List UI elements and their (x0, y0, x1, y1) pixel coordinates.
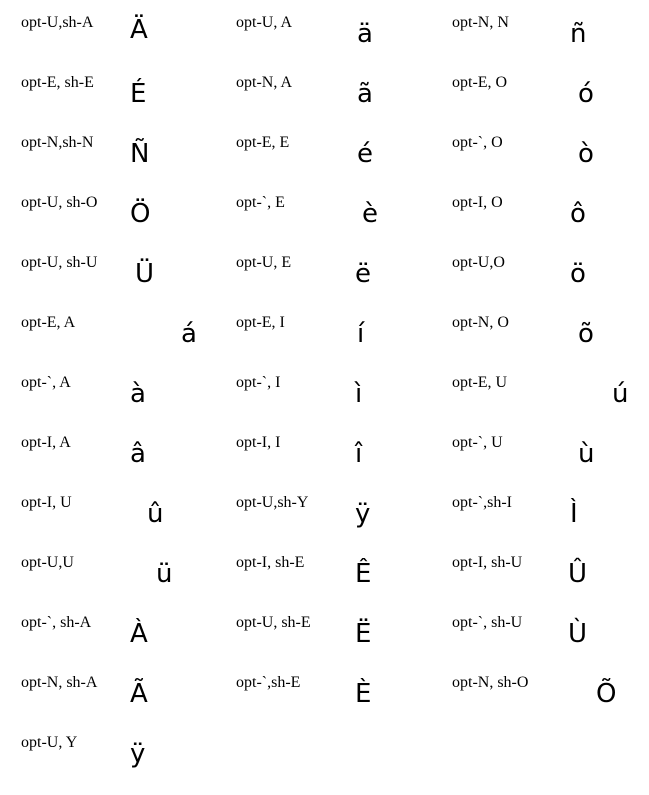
accented-character: à (130, 379, 146, 409)
accented-character: Ë (355, 619, 372, 649)
table-row (0, 15, 649, 75)
table-row (0, 315, 649, 375)
accented-character: Ê (355, 559, 372, 589)
accented-character: Ö (130, 199, 151, 229)
keystroke-label: opt-N, sh-O (452, 674, 529, 691)
keystroke-label: opt-I, A (21, 434, 71, 451)
keystroke-label: opt-U, Y (21, 734, 78, 751)
table-row (0, 735, 649, 795)
accented-character: ó (578, 79, 594, 109)
keystroke-label: opt-N, N (452, 14, 509, 31)
accented-character: é (357, 139, 373, 169)
accented-character: ü (156, 559, 173, 589)
accented-character: ë (355, 259, 371, 289)
keystroke-label: opt-U,sh-A (21, 14, 94, 31)
accented-character: ò (578, 139, 594, 169)
keystroke-label: opt-U,O (452, 254, 505, 271)
keystroke-label: opt-`, U (452, 434, 503, 451)
keystroke-label: opt-`,sh-E (236, 674, 301, 691)
table-row (0, 555, 649, 615)
accented-character: ã (357, 79, 373, 109)
table-row (0, 375, 649, 435)
accented-character: À (130, 619, 148, 649)
table-row (0, 195, 649, 255)
table-row (0, 495, 649, 555)
accented-character: Ã (130, 679, 148, 709)
keystroke-label: opt-U, sh-E (236, 614, 311, 631)
accented-character: ù (578, 439, 595, 469)
accented-character: ô (570, 199, 586, 229)
accented-character: ì (355, 379, 363, 409)
keystroke-label: opt-U, E (236, 254, 292, 271)
keystroke-label: opt-N,sh-N (21, 134, 94, 151)
keystroke-label: opt-I, sh-E (236, 554, 305, 571)
accented-character: î (355, 439, 363, 469)
accented-character: â (130, 439, 146, 469)
keystroke-label: opt-N, sh-A (21, 674, 98, 691)
accented-character: í (357, 319, 365, 349)
accented-character: Ü (135, 259, 155, 289)
accented-character: Ä (130, 15, 148, 45)
accented-character: ö (570, 259, 586, 289)
table-row (0, 615, 649, 675)
table-row (0, 135, 649, 195)
accented-character: û (147, 499, 164, 529)
keystroke-label: opt-U, A (236, 14, 292, 31)
accented-character: Û (568, 559, 588, 589)
keystroke-label: opt-`, O (452, 134, 503, 151)
keystroke-label: opt-I, I (236, 434, 281, 451)
table-row (0, 75, 649, 135)
keystroke-label: opt-U,sh-Y (236, 494, 309, 511)
accented-character: á (181, 319, 197, 349)
accented-character: ÿ (130, 739, 146, 769)
accented-character: ä (357, 19, 373, 49)
accented-character: Ì (570, 499, 578, 529)
keystroke-label: opt-`, E (236, 194, 285, 211)
keystroke-label: opt-E, I (236, 314, 285, 331)
accented-character: Õ (596, 679, 617, 709)
keystroke-label: opt-E, A (21, 314, 76, 331)
accented-character: ñ (570, 19, 587, 49)
keystroke-label: opt-U, sh-O (21, 194, 98, 211)
accented-character: õ (578, 319, 594, 349)
accented-character: ú (612, 379, 629, 409)
keystroke-label: opt-E, sh-E (21, 74, 94, 91)
accented-character: Ù (568, 619, 588, 649)
keystroke-label: opt-I, sh-U (452, 554, 523, 571)
keystroke-label: opt-`, I (236, 374, 281, 391)
keystroke-label: opt-N, A (236, 74, 292, 91)
keystroke-label: opt-E, E (236, 134, 290, 151)
accented-character: Ñ (130, 139, 150, 169)
keystroke-label: opt-N, O (452, 314, 509, 331)
keystroke-label: opt-E, U (452, 374, 508, 391)
keystroke-label: opt-`, A (21, 374, 71, 391)
table-row (0, 255, 649, 315)
accented-character: è (362, 199, 378, 229)
keystroke-label: opt-U, sh-U (21, 254, 98, 271)
keystroke-label: opt-E, O (452, 74, 508, 91)
accented-character: ÿ (355, 499, 371, 529)
keystroke-label: opt-I, O (452, 194, 503, 211)
keystroke-label: opt-`, sh-A (21, 614, 92, 631)
accented-character: É (130, 79, 147, 109)
keystroke-label: opt-I, U (21, 494, 72, 511)
keystroke-label: opt-`, sh-U (452, 614, 523, 631)
table-row (0, 435, 649, 495)
keystroke-label: opt-U,U (21, 554, 74, 571)
accented-character: È (355, 679, 372, 709)
table-row (0, 675, 649, 735)
keystroke-label: opt-`,sh-I (452, 494, 512, 511)
